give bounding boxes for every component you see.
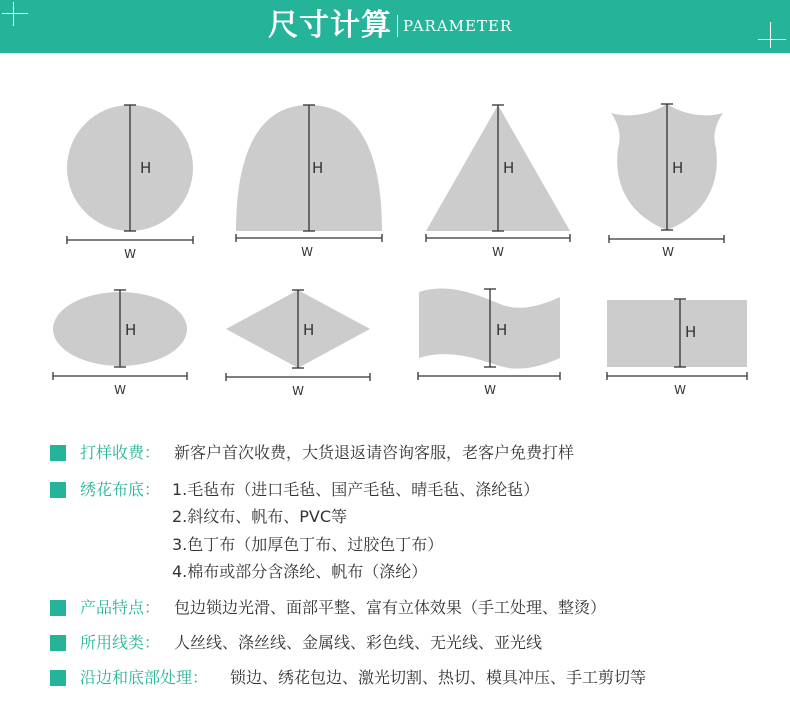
height-label: H xyxy=(503,159,515,177)
height-label: H xyxy=(672,159,684,177)
spec-value-line: 3.色丁布（加厚色丁布、过胶色丁布） xyxy=(172,535,444,554)
spec-value-line: 2.斜纹布、帆布、PVC等 xyxy=(172,507,348,526)
spec-label: 所用线类： xyxy=(80,633,161,652)
width-label: W xyxy=(492,245,504,259)
spec-label: 打样收费： xyxy=(80,443,161,462)
page-subtitle: PARAMETER xyxy=(403,17,513,35)
spec-label: 产品特点： xyxy=(80,598,161,617)
spec-value: 锁边、绣花包边、激光切割、热切、模具冲压、手工剪切等 xyxy=(230,668,647,687)
width-label: W xyxy=(484,383,496,397)
spec-value: 新客户首次收费，大货退返请咨询客服，老客户免费打样 xyxy=(174,443,575,462)
width-label: W xyxy=(674,383,686,397)
height-label: H xyxy=(140,159,152,177)
bullet-square-icon xyxy=(50,600,66,616)
width-label: W xyxy=(124,247,136,261)
height-label: H xyxy=(125,321,137,339)
height-label: H xyxy=(496,321,508,339)
page-title: 尺寸计算 xyxy=(268,8,392,43)
spec-value: 包边锁边光滑、面部平整、富有立体效果（手工处理、整烫） xyxy=(174,598,607,617)
width-label: W xyxy=(662,245,674,259)
spec-label: 沿边和底部处理： xyxy=(80,668,209,687)
spec-value: 人丝线、涤丝线、金属线、彩色线、无光线、亚光线 xyxy=(174,633,543,652)
spec-value-line: 4.棉布或部分含涤纶、帆布（涤纶） xyxy=(172,562,428,581)
height-label: H xyxy=(303,321,315,339)
width-label: W xyxy=(114,383,126,397)
bullet-square-icon xyxy=(50,445,66,461)
height-label: H xyxy=(312,159,324,177)
bullet-square-icon xyxy=(50,482,66,498)
bullet-square-icon xyxy=(50,670,66,686)
bullet-square-icon xyxy=(50,635,66,651)
spec-label: 绣花布底： xyxy=(80,480,161,499)
width-label: W xyxy=(301,245,313,259)
width-label: W xyxy=(292,384,304,398)
height-label: H xyxy=(685,323,697,341)
spec-value: 1.毛毡布（进口毛毡、国产毛毡、晴毛毡、涤纶毡） xyxy=(172,480,540,499)
